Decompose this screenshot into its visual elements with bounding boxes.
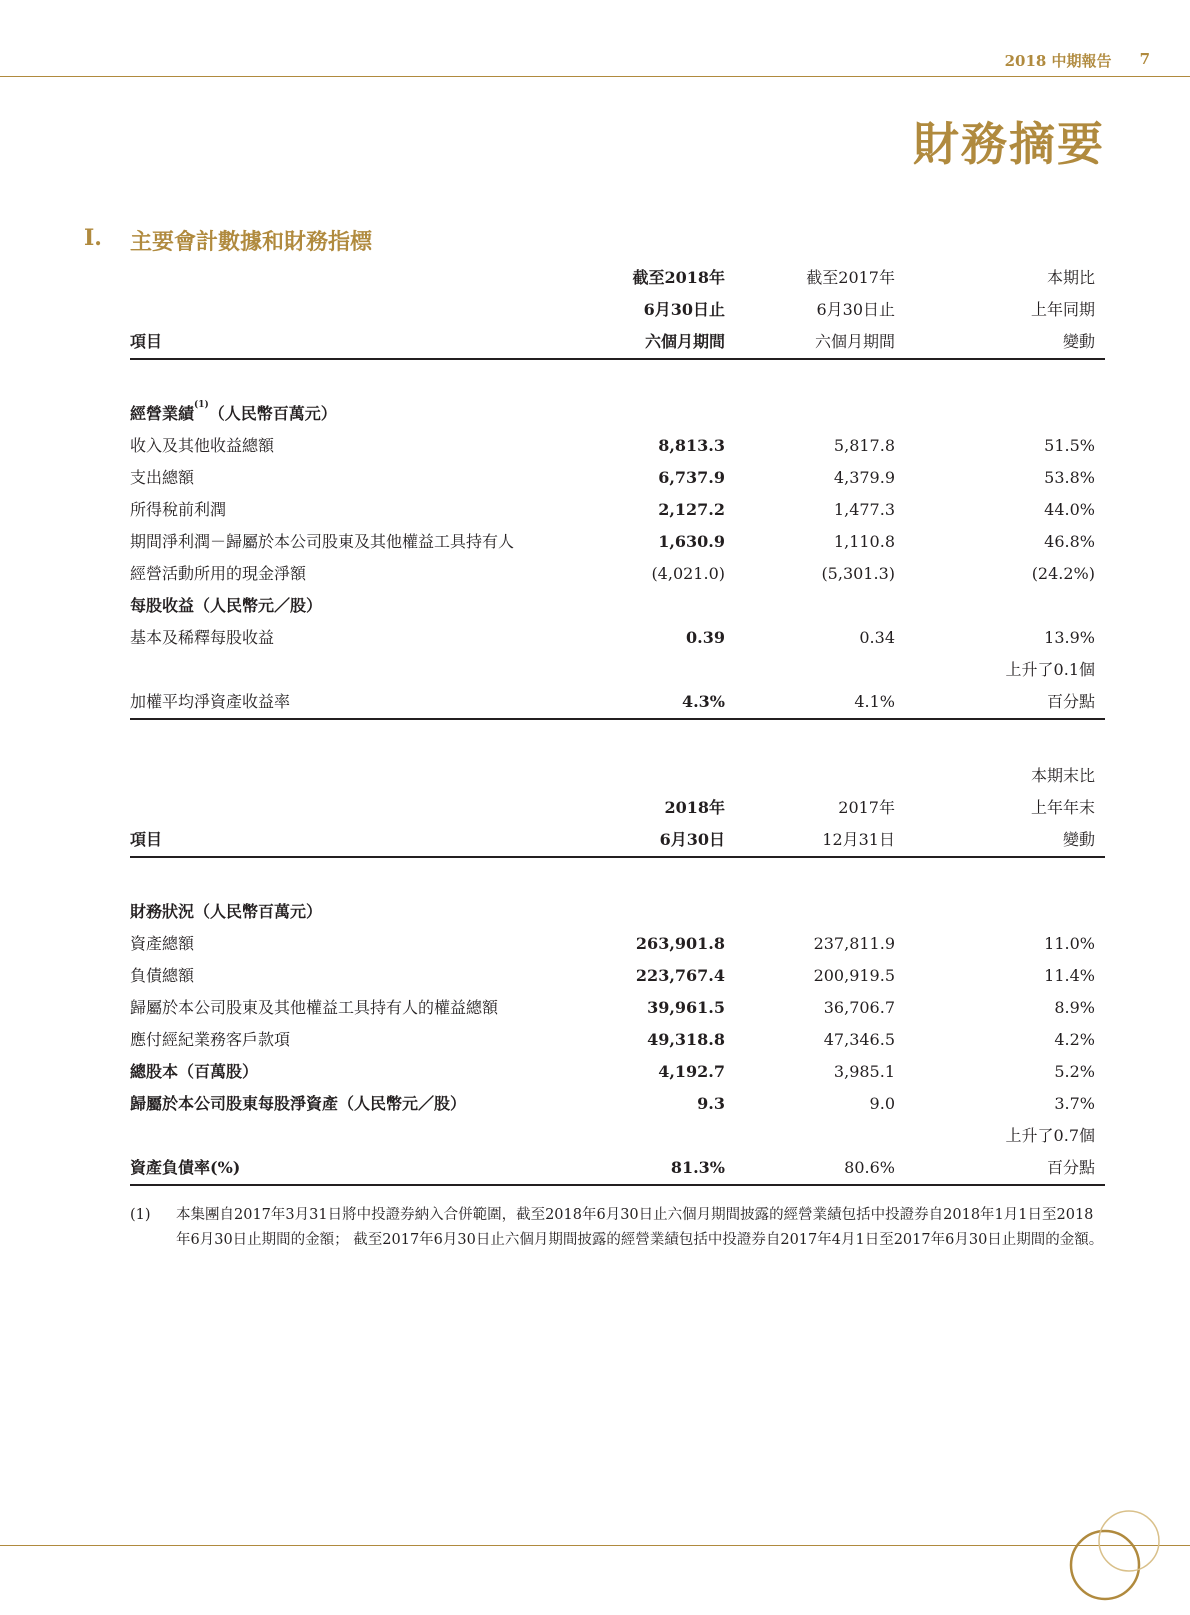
table-row — [130, 1152, 1105, 1186]
value-2018: 0.39 — [686, 628, 725, 647]
operating-results-table — [130, 262, 1105, 720]
decorative-rings-icon — [1065, 1505, 1165, 1605]
table-row — [130, 960, 1105, 992]
value-change-line2: 百分點 — [1046, 692, 1095, 711]
table-row — [130, 1088, 1105, 1120]
row-label: 資產總額 — [130, 934, 195, 953]
value-change-line1: 上升了0.1個 — [1005, 660, 1095, 679]
group-title: 每股收益（人民幣元／股） — [130, 596, 323, 615]
table-header-row — [130, 262, 1105, 294]
row-label: 應付經紀業務客戶款項 — [130, 1030, 291, 1049]
table-row — [130, 654, 1105, 686]
value-change: (24.2%) — [1031, 564, 1095, 583]
row-label: 經營活動所用的現金淨額 — [130, 564, 307, 583]
group-title — [130, 398, 337, 430]
report-name: 2018 中期報告 — [1004, 52, 1112, 70]
table-header-row — [130, 326, 1105, 360]
col3-header: 本期末比 — [1030, 766, 1095, 785]
value-change: 4.2% — [1054, 1030, 1095, 1049]
group-title-text: 經營業績 — [130, 404, 195, 423]
col1-header: 六個月期間 — [644, 332, 725, 351]
group-title-row — [130, 398, 1105, 430]
value-2018: 81.3% — [670, 1158, 725, 1177]
footnote-ref: (1) — [194, 400, 209, 410]
row-label: 負債總額 — [130, 966, 195, 985]
value-change: 11.0% — [1044, 934, 1095, 953]
table-row — [130, 1024, 1105, 1056]
value-change: 5.2% — [1054, 1062, 1095, 1081]
value-2018: 4.3% — [681, 692, 725, 711]
value-change: 8.9% — [1054, 998, 1095, 1017]
item-header: 項目 — [130, 830, 163, 849]
col1-header: 2018年 — [664, 798, 725, 817]
value-change: 13.9% — [1044, 628, 1095, 647]
row-label: 歸屬於本公司股東及其他權益工具持有人的權益總額 — [130, 998, 499, 1017]
table-row — [130, 494, 1105, 526]
section-number: I. — [84, 225, 102, 251]
group-title-row — [130, 590, 1105, 622]
value-2017: 47,346.5 — [823, 1030, 895, 1049]
value-2017: 4,379.9 — [833, 468, 895, 487]
footer-divider — [0, 1545, 1190, 1546]
value-2018: 263,901.8 — [635, 934, 725, 953]
section-heading — [84, 225, 372, 256]
value-2018: 223,767.4 — [635, 966, 725, 985]
table-row — [130, 1056, 1105, 1088]
row-label: 歸屬於本公司股東每股淨資產（人民幣元／股） — [130, 1094, 467, 1113]
col2-header: 2017年 — [838, 798, 895, 817]
value-2018: 8,813.3 — [658, 436, 725, 455]
item-header: 項目 — [130, 332, 163, 351]
value-2017: 36,706.7 — [823, 998, 895, 1017]
group-unit: （人民幣百萬元） — [208, 404, 337, 423]
page-header — [1005, 50, 1150, 71]
col1-header: 截至2018年 — [632, 268, 725, 287]
table-header-row — [130, 792, 1105, 824]
value-change: 11.4% — [1044, 966, 1095, 985]
value-change: 3.7% — [1054, 1094, 1095, 1113]
row-label: 所得稅前利潤 — [130, 500, 227, 519]
col2-header: 截至2017年 — [806, 268, 895, 287]
value-2017: 200,919.5 — [813, 966, 895, 985]
footnote-number: (1) — [130, 1207, 151, 1223]
table-row — [130, 558, 1105, 590]
value-2017: 3,985.1 — [833, 1062, 895, 1081]
value-2017: 80.6% — [844, 1158, 895, 1177]
table-row — [130, 686, 1105, 720]
value-2018: (4,021.0) — [651, 564, 725, 583]
table-row — [130, 462, 1105, 494]
row-label: 支出總額 — [130, 468, 195, 487]
table-row — [130, 526, 1105, 558]
col2-header: 6月30日止 — [816, 300, 895, 319]
col3-header: 上年年末 — [1030, 798, 1095, 817]
value-2017: 0.34 — [859, 628, 895, 647]
value-change: 44.0% — [1044, 500, 1095, 519]
value-change-line2: 百分點 — [1046, 1158, 1095, 1177]
row-label: 加權平均淨資產收益率 — [130, 692, 291, 711]
col1-header: 6月30日止 — [643, 300, 725, 319]
value-2017: 5,817.8 — [833, 436, 895, 455]
row-label: 資產負債率(%) — [130, 1158, 241, 1177]
value-2018: 49,318.8 — [647, 1030, 725, 1049]
table-row — [130, 430, 1105, 462]
col3-header: 變動 — [1062, 332, 1095, 351]
value-2017: 4.1% — [854, 692, 895, 711]
table-header-row — [130, 824, 1105, 858]
financial-position-table — [130, 760, 1105, 1186]
col3-header: 變動 — [1062, 830, 1095, 849]
page-number: 7 — [1139, 50, 1150, 68]
header-divider — [0, 76, 1190, 77]
value-2017: 1,110.8 — [833, 532, 895, 551]
table-header-row — [130, 294, 1105, 326]
value-2017: 237,811.9 — [813, 934, 895, 953]
table-row — [130, 622, 1105, 654]
row-label: 基本及稀釋每股收益 — [130, 628, 275, 647]
value-2018: 2,127.2 — [658, 500, 725, 519]
value-2018: 39,961.5 — [647, 998, 725, 1017]
page-title: 財務摘要 — [913, 117, 1105, 171]
table-row — [130, 928, 1105, 960]
col3-header: 本期比 — [1046, 268, 1095, 287]
row-label: 期間淨利潤－歸屬於本公司股東及其他權益工具持有人 — [130, 532, 515, 551]
value-2017: 1,477.3 — [833, 500, 895, 519]
col1-header: 6月30日 — [659, 830, 725, 849]
value-change: 53.8% — [1044, 468, 1095, 487]
table-header-row — [130, 760, 1105, 792]
group-title: 財務狀況（人民幣百萬元） — [130, 902, 323, 921]
footnote — [130, 1203, 1105, 1253]
value-change-line1: 上升了0.7個 — [1005, 1126, 1095, 1145]
col2-header: 六個月期間 — [814, 332, 895, 351]
value-2018: 1,630.9 — [658, 532, 725, 551]
section-title: 主要會計數據和財務指標 — [130, 229, 373, 255]
value-change: 51.5% — [1044, 436, 1095, 455]
table-row — [130, 992, 1105, 1024]
row-label: 總股本（百萬股） — [130, 1062, 259, 1081]
col3-header: 上年同期 — [1030, 300, 1095, 319]
table-row — [130, 1120, 1105, 1152]
footnote-text: 本集團自2017年3月31日將中投證券納入合併範圍，截至2018年6月30日止六個月期間披露的經營業績包括中投證券自2018年1月1日至2018年6月30日止期間的金額； 截至2017年6月30日止六個月期間披露的經營業績包括中投證券自2017年4月1日至2017年6月30日止期間的金額。 — [176, 1207, 1104, 1248]
value-2017: (5,301.3) — [821, 564, 895, 583]
row-label: 收入及其他收益總額 — [130, 436, 275, 455]
value-2018: 9.3 — [697, 1094, 725, 1113]
col2-header: 12月31日 — [822, 830, 895, 849]
value-2018: 4,192.7 — [658, 1062, 725, 1081]
value-change: 46.8% — [1044, 532, 1095, 551]
group-title-row — [130, 896, 1105, 928]
value-2017: 9.0 — [869, 1094, 895, 1113]
value-2018: 6,737.9 — [658, 468, 725, 487]
